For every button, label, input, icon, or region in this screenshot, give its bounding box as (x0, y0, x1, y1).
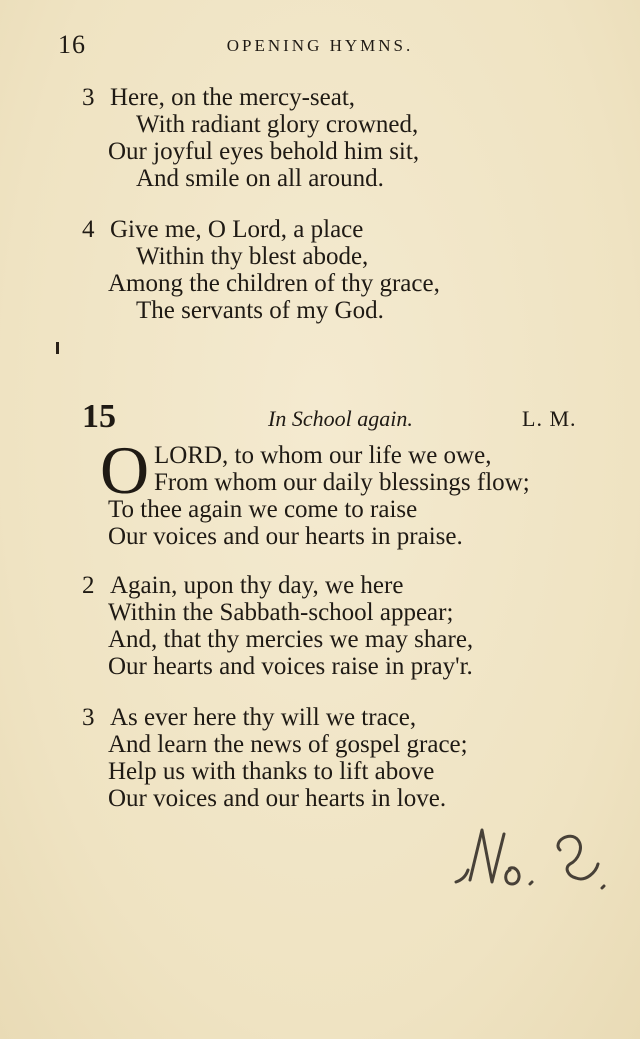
hymn-number: 15 (82, 398, 116, 435)
verse-line: Our voices and our hearts in praise. (108, 523, 463, 550)
page-number: 16 (58, 30, 86, 59)
verse-line: With radiant glory crowned, (136, 111, 419, 138)
verse-line: The servants of my God. (136, 297, 384, 324)
verse-line: Among the children of thy grace, (108, 270, 440, 297)
verse-line: Our voices and our hearts in love. (108, 785, 447, 812)
stanza-prev-4 (0, 216, 640, 324)
hymn-meter: L. M. (522, 406, 577, 431)
running-head: OPENING HYMNS. (226, 36, 414, 55)
verse-line: Within the Sabbath-school appear; (108, 599, 454, 626)
stanza-2 (0, 572, 640, 680)
handwritten-annotation (448, 820, 618, 900)
stanza-1 (0, 442, 640, 550)
verse-line: As ever here thy will we trace, (110, 704, 417, 731)
verse-line: And learn the news of gospel grace; (108, 731, 468, 758)
verse-line: And smile on all around. (136, 165, 384, 192)
verse-line: From whom our daily blessings flow; (154, 469, 530, 496)
verse-line: Here, on the mercy-seat, (110, 84, 356, 111)
verse-line: Again, upon thy day, we here (110, 572, 404, 599)
verse-line: LORD, to whom our life we owe, (154, 442, 492, 469)
stanza-number: 4 (82, 216, 95, 243)
stanza-3 (0, 704, 640, 812)
ink-mark (56, 342, 59, 354)
drop-cap: O (100, 432, 150, 508)
verse-line: And, that thy mercies we may share, (108, 626, 474, 653)
verse-line: To thee again we come to raise (108, 496, 418, 523)
verse-line: Help us with thanks to lift above (108, 758, 435, 785)
stanza-number: 3 (82, 84, 95, 111)
verse-line: Give me, O Lord, a place (110, 216, 364, 243)
stanza-prev-3 (0, 84, 640, 192)
stanza-number: 3 (82, 704, 95, 731)
stanza-number: 2 (82, 572, 95, 599)
verse-line: Our hearts and voices raise in pray'r. (108, 653, 473, 680)
hymn-title: In School again. (268, 406, 413, 431)
verse-line: Our joyful eyes behold him sit, (108, 138, 420, 165)
verse-line: Within thy blest abode, (136, 243, 369, 270)
